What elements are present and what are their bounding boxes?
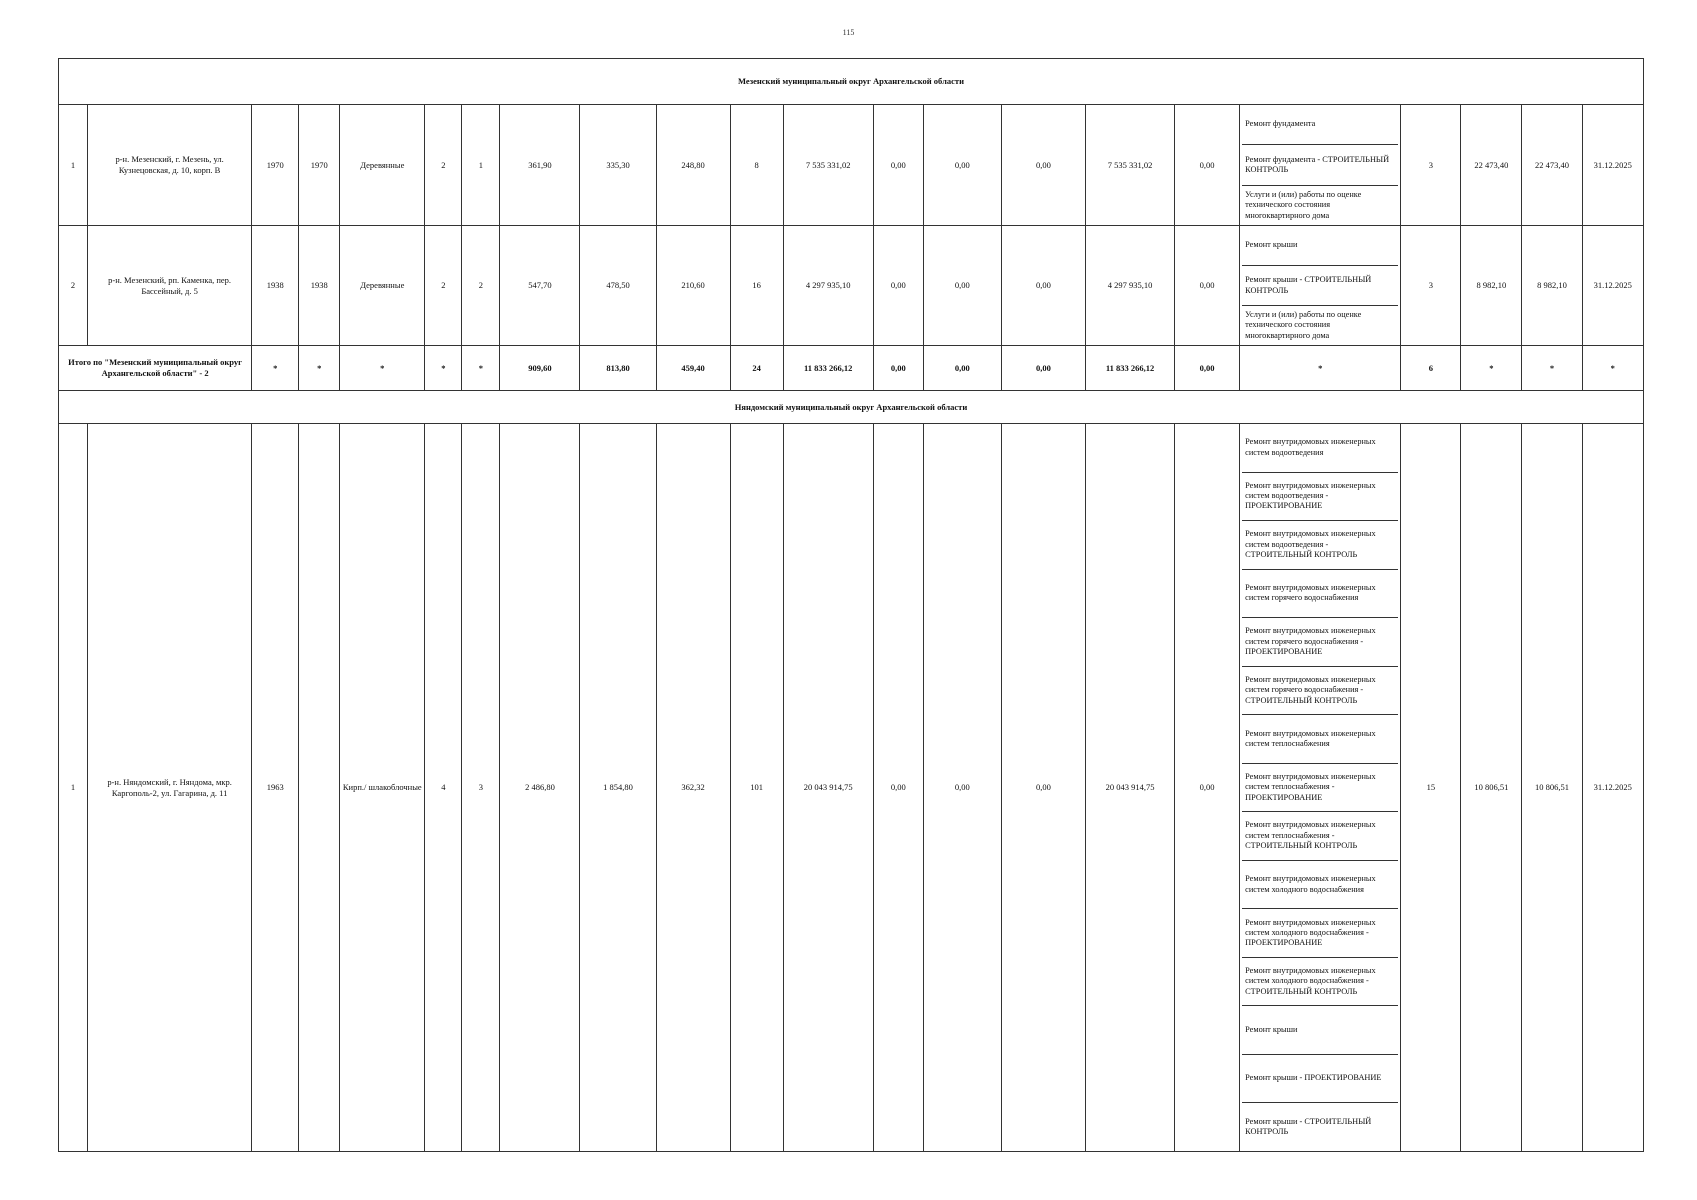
total-residents: 24 (730, 346, 783, 391)
wall-material-cell: Деревянные (340, 226, 425, 346)
work-item: Ремонт внутридомовых инженерных систем холодного водоснабжения - СТРОИТЕЛЬНЫЙ КОНТРОЛЬ (1242, 958, 1398, 1007)
total-living-area: 813,80 (580, 346, 656, 391)
total-total-area: 909,60 (500, 346, 580, 391)
region-header-row (59, 391, 1644, 424)
year-built-cell: 1963 (252, 424, 299, 1152)
entrances-cell: 3 (462, 424, 500, 1152)
works-count-cell: 3 (1401, 226, 1461, 346)
area-cell: 210,60 (656, 226, 730, 346)
work-item: Ремонт внутридомовых инженерных систем теплоснабжения - СТРОИТЕЛЬНЫЙ КОНТРОЛЬ (1242, 812, 1398, 861)
total-area: 459,40 (656, 346, 730, 391)
total-fund: 11 833 266,12 (1085, 346, 1174, 391)
table-row (59, 226, 1644, 346)
works-list (1242, 424, 1398, 1151)
address-cell: р-н. Мезенский, рп. Каменка, пер. Бассейный, д. 5 (88, 226, 252, 346)
work-item: Услуги и (или) работы по оценке технического состояния многоквартирного дома (1245, 189, 1362, 220)
row-number: 1 (59, 424, 88, 1152)
floors-cell: 2 (425, 105, 462, 226)
region-header-row (59, 59, 1644, 105)
total-wall-material: * (340, 346, 425, 391)
deadline-cell: 31.12.2025 (1582, 226, 1644, 346)
work-item: Ремонт внутридомовых инженерных систем холодного водоснабжения - ПРОЕКТИРОВАНИЕ (1242, 909, 1398, 958)
fund-cell: 0,00 (1175, 226, 1240, 346)
work-item: Ремонт внутридомовых инженерных систем водоотведения - СТРОИТЕЛЬНЫЙ КОНТРОЛЬ (1242, 521, 1398, 570)
fund-cell: 0,00 (1175, 105, 1240, 226)
fund-cell: 7 535 331,02 (1085, 105, 1174, 226)
fund-cell: 0,00 (873, 424, 923, 1152)
fund-cell: 0,00 (1175, 424, 1240, 1152)
total-label: Итого по "Мезенский муниципальный округ Архангельской области" - 2 (59, 346, 252, 391)
total-fund: 0,00 (923, 346, 1001, 391)
deadline-cell: 31.12.2025 (1582, 105, 1644, 226)
fund-cell: 0,00 (873, 226, 923, 346)
max-cost-cell: 22 473,40 (1522, 105, 1582, 226)
work-item: Ремонт крыши (1242, 1006, 1398, 1055)
floors-cell: 2 (425, 226, 462, 346)
region-title: Мезенский муниципальный округ Архангельской области (59, 59, 1644, 105)
fund-cell: 0,00 (873, 105, 923, 226)
work-item: Ремонт внутридомовых инженерных систем теплоснабжения - ПРОЕКТИРОВАНИЕ (1242, 764, 1398, 813)
residents-cell: 8 (730, 105, 783, 226)
cost-total-cell: 7 535 331,02 (783, 105, 873, 226)
cost-total-cell: 4 297 935,10 (783, 226, 873, 346)
row-number: 2 (59, 226, 88, 346)
entrances-cell: 1 (462, 105, 500, 226)
living-area-cell: 335,30 (580, 105, 656, 226)
year-built-cell: 1970 (252, 105, 299, 226)
works-list (1242, 226, 1398, 345)
address-cell: р-н. Няндомский, г. Няндома, мкр. Каргополь-2, ул. Гагарина, д. 11 (88, 424, 252, 1152)
work-item: Услуги и (или) работы по оценке технического состояния многоквартирного дома (1245, 309, 1362, 340)
max-cost-cell: 8 982,10 (1522, 226, 1582, 346)
total-entrances: * (462, 346, 500, 391)
area-cell: 362,32 (656, 424, 730, 1152)
residents-cell: 16 (730, 226, 783, 346)
fund-cell: 4 297 935,10 (1085, 226, 1174, 346)
work-item: Ремонт внутридомовых инженерных систем теплоснабжения (1242, 715, 1398, 764)
total-cost: 11 833 266,12 (783, 346, 873, 391)
work-item: Ремонт внутридомовых инженерных систем горячего водоснабжения - ПРОЕКТИРОВАНИЕ (1242, 618, 1398, 667)
total-floors: * (425, 346, 462, 391)
work-item: Ремонт внутридомовых инженерных систем горячего водоснабжения (1242, 570, 1398, 619)
year-built-cell: 1938 (252, 226, 299, 346)
work-item: Ремонт крыши - СТРОИТЕЛЬНЫЙ КОНТРОЛЬ (1245, 1116, 1372, 1137)
total-year-built: * (252, 346, 299, 391)
total-area-cell: 547,70 (500, 226, 580, 346)
total-max-cost: * (1522, 346, 1582, 391)
works-cell (1240, 105, 1401, 226)
fund-cell: 0,00 (923, 226, 1001, 346)
total-deadline: * (1582, 346, 1644, 391)
work-item: Ремонт фундамента (1242, 105, 1398, 145)
fund-cell: 0,00 (1001, 226, 1085, 346)
entrances-cell: 2 (462, 226, 500, 346)
total-fund: 0,00 (873, 346, 923, 391)
max-cost-cell: 10 806,51 (1522, 424, 1582, 1152)
table-row (59, 424, 1644, 1152)
fund-cell: 0,00 (923, 105, 1001, 226)
residents-cell: 101 (730, 424, 783, 1152)
wall-material-cell: Деревянные (340, 105, 425, 226)
table-row (59, 105, 1644, 226)
total-area-cell: 2 486,80 (500, 424, 580, 1152)
work-item: Ремонт внутридомовых инженерных систем водоотведения - ПРОЕКТИРОВАНИЕ (1242, 473, 1398, 522)
fund-cell: 20 043 914,75 (1085, 424, 1174, 1152)
fund-cell: 0,00 (1001, 105, 1085, 226)
work-item: Ремонт внутридомовых инженерных систем водоотведения (1242, 424, 1398, 473)
year-commissioned-cell: 1938 (299, 226, 340, 346)
works-list (1242, 105, 1398, 225)
living-area-cell: 1 854,80 (580, 424, 656, 1152)
unit-cost-cell: 22 473,40 (1461, 105, 1522, 226)
work-item: Ремонт крыши - ПРОЕКТИРОВАНИЕ (1242, 1055, 1398, 1104)
fund-cell: 0,00 (923, 424, 1001, 1152)
cost-total-cell: 20 043 914,75 (783, 424, 873, 1152)
living-area-cell: 478,50 (580, 226, 656, 346)
page-number: 115 (842, 28, 855, 37)
year-commissioned-cell (299, 424, 340, 1152)
total-year-commissioned: * (299, 346, 340, 391)
row-number: 1 (59, 105, 88, 226)
wall-material-cell: Кирп./ шлакоблочные (340, 424, 425, 1152)
work-item: Ремонт внутридомовых инженерных систем холодного водоснабжения (1242, 861, 1398, 910)
capital-repair-table (58, 58, 1644, 1152)
works-count-cell: 3 (1401, 105, 1461, 226)
total-works-count: 6 (1401, 346, 1461, 391)
works-count-cell: 15 (1401, 424, 1461, 1152)
work-item: Ремонт внутридомовых инженерных систем горячего водоснабжения - СТРОИТЕЛЬНЫЙ КОНТРОЛЬ (1242, 667, 1398, 716)
floors-cell: 4 (425, 424, 462, 1152)
total-fund: 0,00 (1175, 346, 1240, 391)
area-cell: 248,80 (656, 105, 730, 226)
total-area-cell: 361,90 (500, 105, 580, 226)
total-row (59, 346, 1644, 391)
work-item: Ремонт крыши (1242, 226, 1398, 266)
total-fund: 0,00 (1001, 346, 1085, 391)
year-commissioned-cell: 1970 (299, 105, 340, 226)
deadline-cell: 31.12.2025 (1582, 424, 1644, 1152)
works-cell (1240, 226, 1401, 346)
unit-cost-cell: 8 982,10 (1461, 226, 1522, 346)
works-cell (1240, 424, 1401, 1152)
unit-cost-cell: 10 806,51 (1461, 424, 1522, 1152)
region-title: Няндомский муниципальный округ Архангельской области (59, 391, 1644, 424)
fund-cell: 0,00 (1001, 424, 1085, 1152)
work-item: Ремонт крыши - СТРОИТЕЛЬНЫЙ КОНТРОЛЬ (1242, 266, 1398, 306)
work-item: Ремонт фундамента - СТРОИТЕЛЬНЫЙ КОНТРОЛЬ (1242, 145, 1398, 185)
address-cell: р-н. Мезенский, г. Мезень, ул. Кузнецовская, д. 10, корп. В (88, 105, 252, 226)
total-unit-cost: * (1461, 346, 1522, 391)
total-works: * (1240, 346, 1401, 391)
